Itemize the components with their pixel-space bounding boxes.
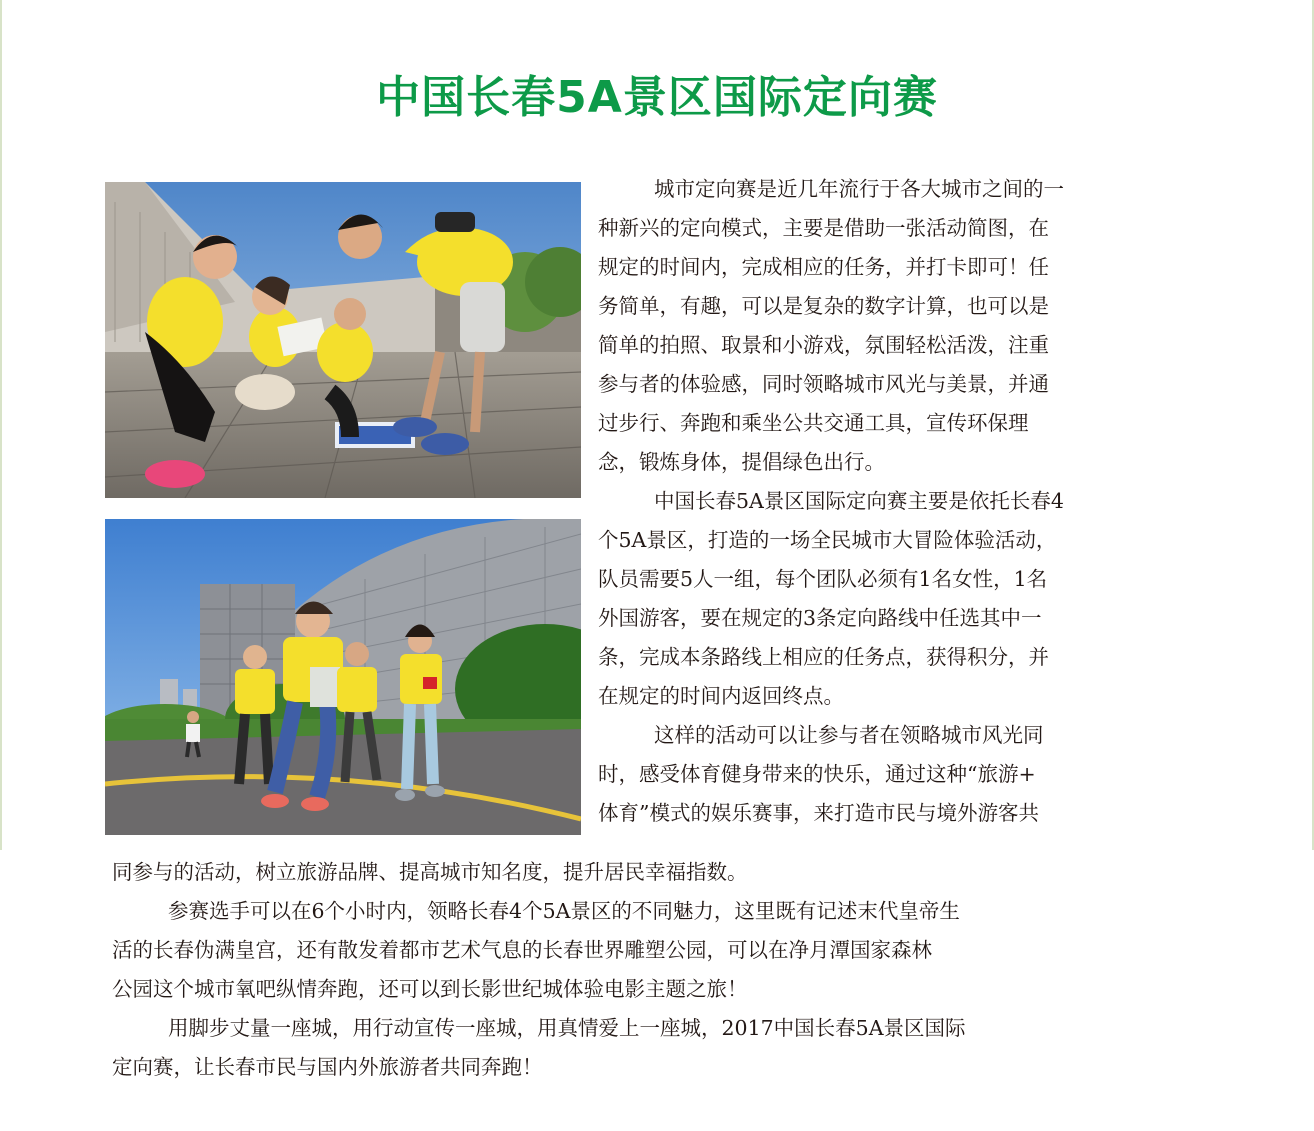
- paragraph-5-line: 定向赛，让长春市民与国内外旅游者共同奔跑！: [112, 1055, 543, 1079]
- paragraph-2-line: 个5A景区，打造的一场全民城市大冒险体验活动，: [598, 528, 1057, 552]
- paragraph-1-line: 参与者的体验感，同时领略城市风光与美景，并通: [598, 372, 1049, 396]
- paragraph-2-line: 外国游客，要在规定的3条定向路线中任选其中一: [598, 606, 1042, 630]
- paragraph-1-cont: [598, 209, 1194, 482]
- page-title: 中国长春5A景区国际定向赛: [376, 72, 938, 123]
- photo-2-illustration: [105, 519, 581, 835]
- photo-participants-reading-map: [105, 182, 581, 498]
- paragraph-5-cont: [112, 1048, 1194, 1087]
- paragraph-4-cont: [112, 931, 1194, 1009]
- paragraph-1-line: 规定的时间内，完成相应的任务，并打卡即可！任: [598, 255, 1049, 279]
- paragraph-3-line: 时，感受体育健身带来的快乐，通过这种“旅游+: [598, 762, 1036, 786]
- paragraph-2: [598, 482, 1194, 521]
- paragraph-4: [112, 892, 1194, 931]
- paragraph-2-line: 中国长春5A景区国际定向赛主要是依托长春4: [654, 489, 1064, 513]
- photo-1-illustration: [105, 182, 581, 498]
- photo-participants-running: [105, 519, 581, 835]
- paragraph-2-cont: [598, 521, 1194, 716]
- paragraph-1-line: 过步行、奔跑和乘坐公共交通工具，宣传环保理: [598, 411, 1029, 435]
- paragraph-1-line: 城市定向赛是近几年流行于各大城市之间的一: [654, 177, 1064, 201]
- paragraph-3-line: 体育”模式的娱乐赛事，来打造市民与境外游客共: [598, 801, 1039, 825]
- paragraph-3-line: 这样的活动可以让参与者在领略城市风光同: [654, 723, 1044, 747]
- paragraph-5: [112, 1009, 1194, 1048]
- paragraph-2-line: 条，完成本条路线上相应的任务点，获得积分，并: [598, 645, 1049, 669]
- paragraph-4-line: 活的长春伪满皇宫，还有散发着都市艺术气息的长春世界雕塑公园，可以在净月潭国家森林: [112, 938, 932, 962]
- paragraph-4-line: 公园这个城市氧吧纵情奔跑，还可以到长影世纪城体验电影主题之旅！: [112, 977, 748, 1001]
- paragraph-1-line: 务简单，有趣，可以是复杂的数字计算，也可以是: [598, 294, 1049, 318]
- paragraph-3-end: [112, 853, 1194, 892]
- paragraph-3-cont: [598, 755, 1194, 833]
- paragraph-1-line: 简单的拍照、取景和小游戏，氛围轻松活泼，注重: [598, 333, 1049, 357]
- paragraph-1: [598, 170, 1194, 209]
- paragraph-5-line: 用脚步丈量一座城，用行动宣传一座城，用真情爱上一座城，2017中国长春5A景区国际: [168, 1016, 966, 1040]
- paragraph-2-line: 在规定的时间内返回终点。: [598, 684, 844, 708]
- paragraph-1-line: 种新兴的定向模式，主要是借助一张活动简图，在: [598, 216, 1049, 240]
- paragraph-4-line: 参赛选手可以在6个小时内，领略长春4个5A景区的不同魅力，这里既有记述末代皇帝生: [168, 899, 960, 923]
- paragraph-3: [598, 716, 1194, 755]
- paragraph-2-line: 队员需要5人一组，每个团队必须有1名女性，1名: [598, 567, 1048, 591]
- paragraph-1-line: 念，锻炼身体，提倡绿色出行。: [598, 450, 885, 474]
- paragraph-3-line: 同参与的活动，树立旅游品牌、提高城市知名度，提升居民幸福指数。: [112, 860, 748, 884]
